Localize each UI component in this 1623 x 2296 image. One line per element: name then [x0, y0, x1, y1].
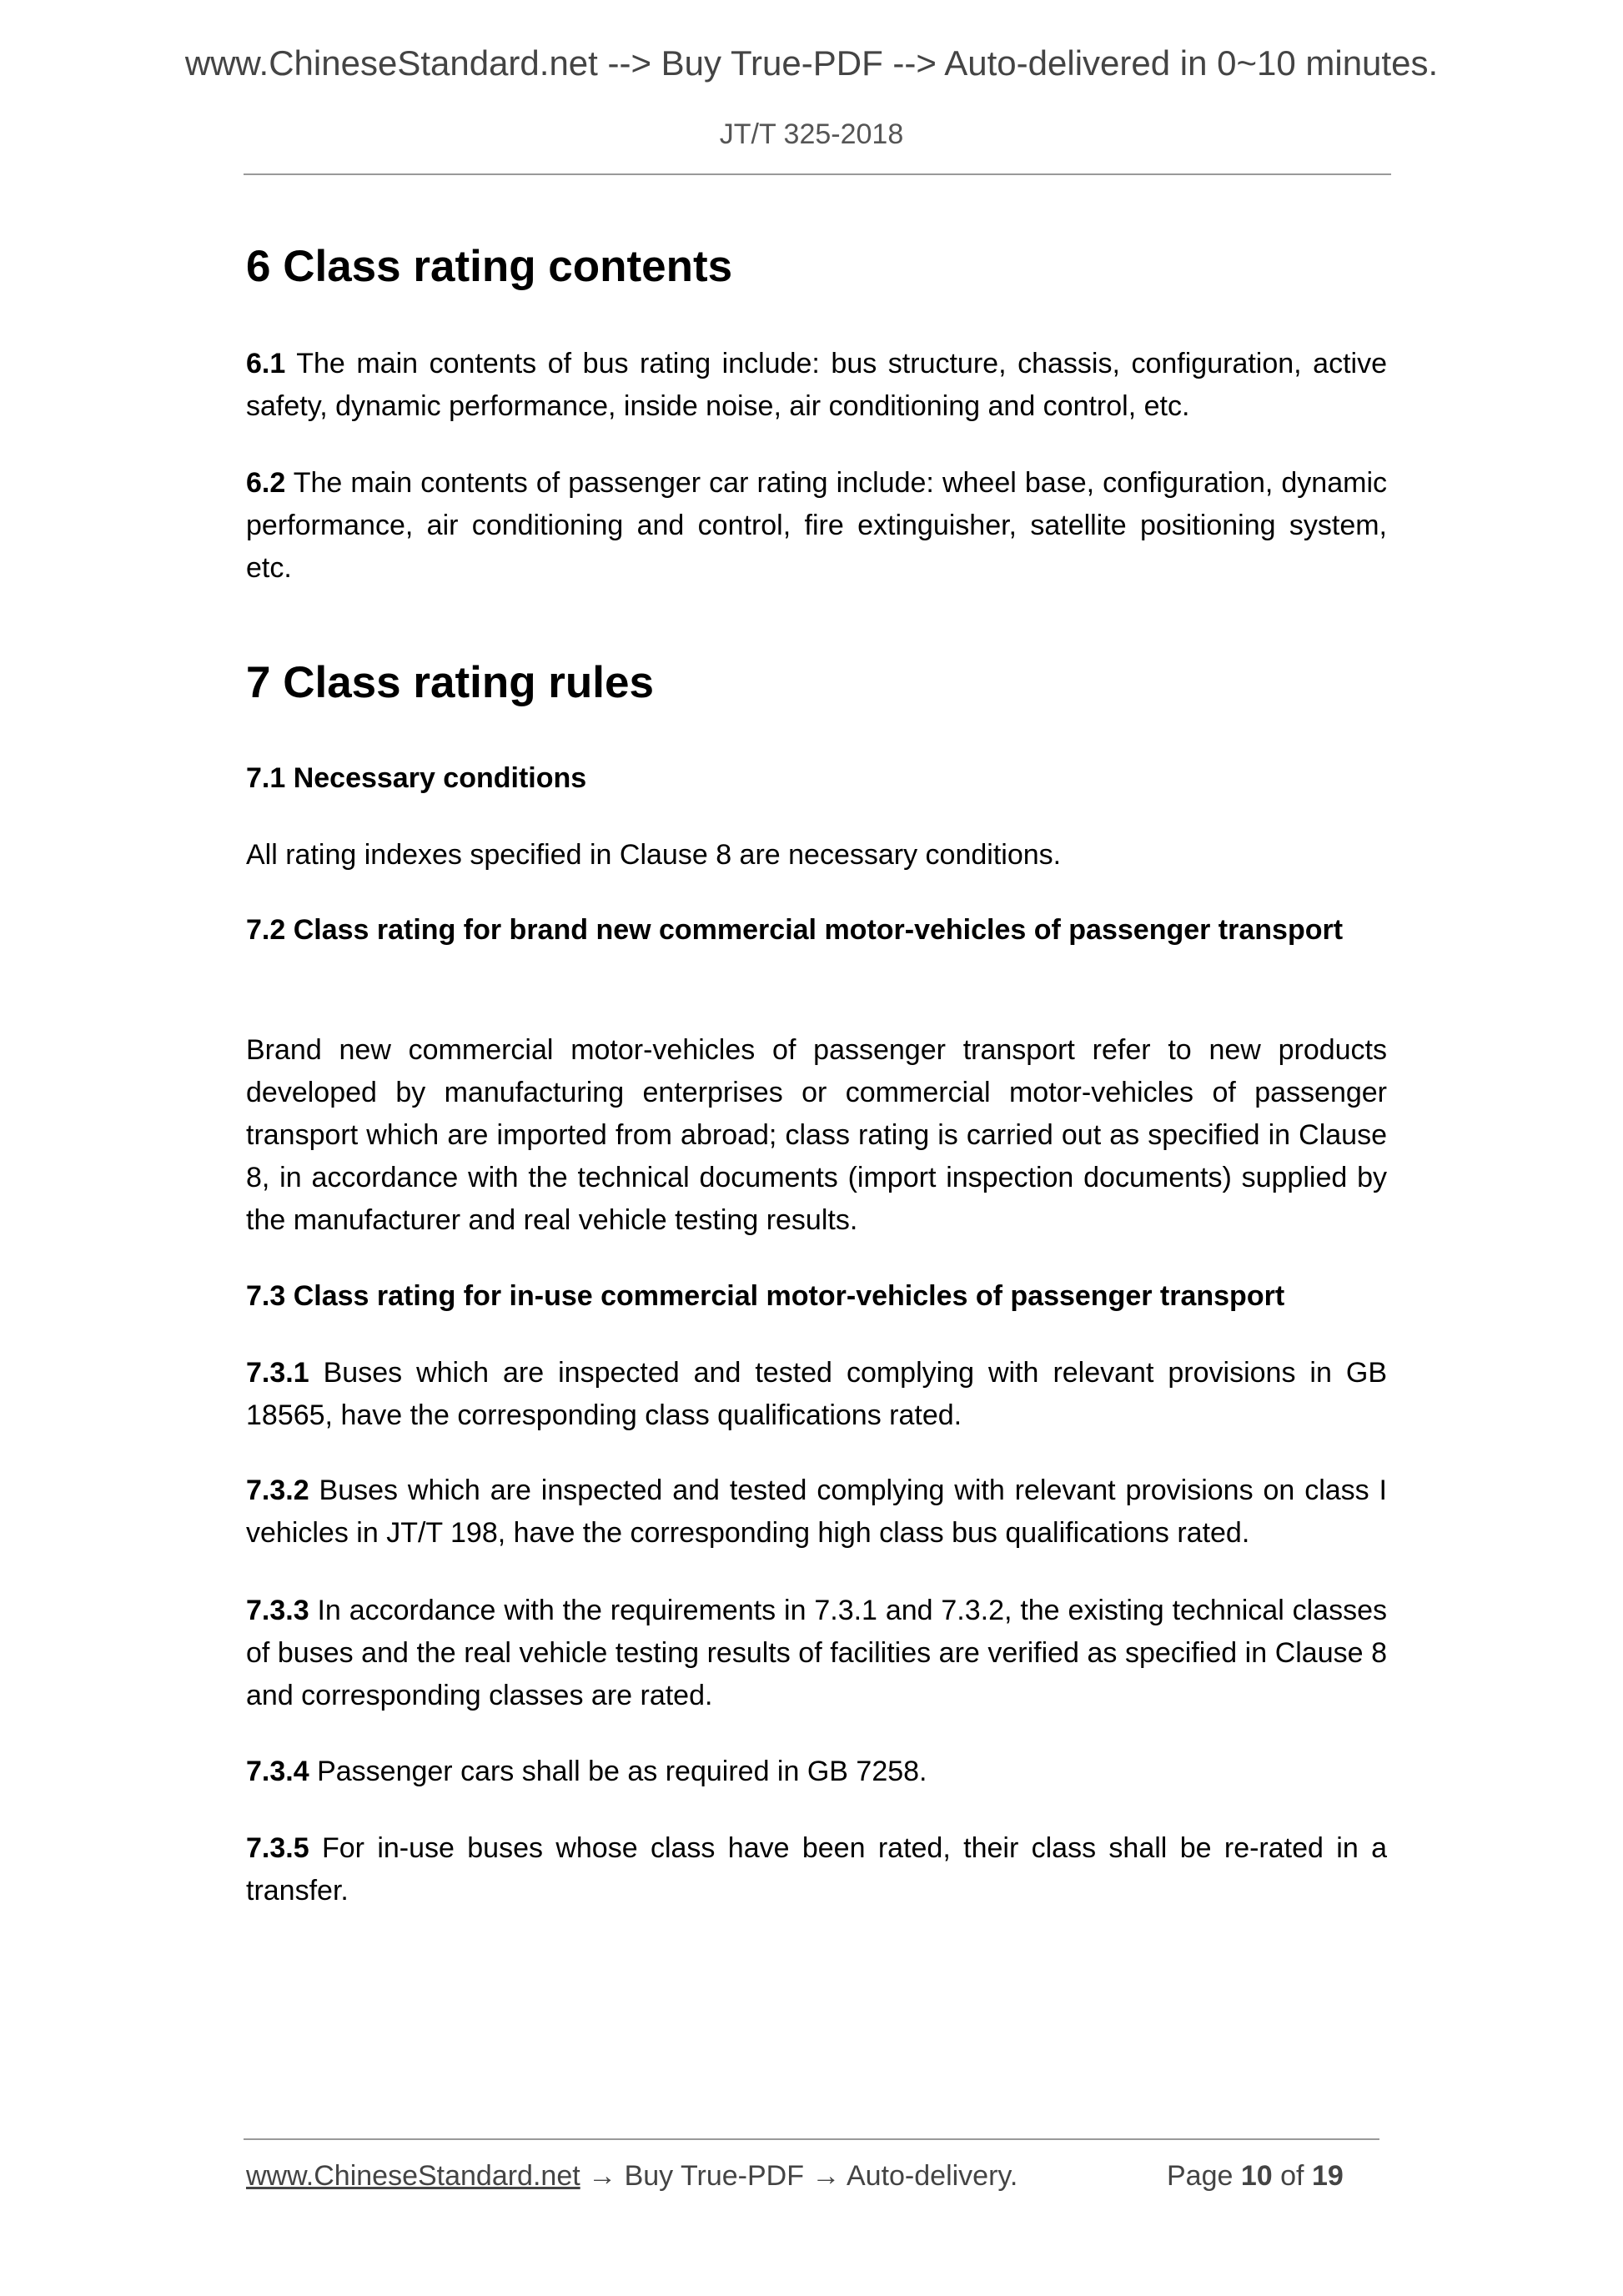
section-6-heading: 6 Class rating contents: [246, 242, 733, 291]
clause-text: For in-use buses whose class have been rated, their class shall be re-rated in a transfer.: [246, 1832, 1387, 1907]
clause-text: Passenger cars shall be as required in GB 7258.: [309, 1756, 927, 1787]
clause-text: The main contents of bus rating include: bus structure, chassis, configuration, active safety, dynamic performance, inside noise, air conditioning and control, etc.: [246, 348, 1387, 422]
footer-text: → Buy True-PDF → Auto-delivery.: [580, 2160, 1018, 2192]
clause-7-1-heading: 7.1 Necessary conditions: [246, 762, 587, 794]
clause-text: Buses which are inspected and tested complying with relevant provisions on class I vehicles in JT/T 198, have the corresponding high class bus qualifications rated.: [246, 1475, 1387, 1549]
clause-text: In accordance with the requirements in 7.3.1 and 7.3.2, the existing technical classes of buses and the real vehicle testing results of facilities are verified as specified in Clause 8 and corresponding classes are rated.: [246, 1595, 1387, 1711]
clause-text: Buses which are inspected and tested complying with relevant provisions in GB 18565, have the corresponding class qualifications rated.: [246, 1357, 1387, 1431]
clause-number: 7.3.5: [246, 1832, 309, 1864]
footer: [246, 2160, 1380, 2193]
clause-6-2: [246, 462, 1387, 590]
total-pages: 19: [1311, 2160, 1344, 2192]
clause-7-3-3: [246, 1590, 1387, 1717]
clause-number: 7.3.3: [246, 1595, 309, 1626]
clause-7-2-text: Brand new commercial motor-vehicles of passenger transport refer to new products developed by manufacturing enterprises or commercial motor-vehicles of passenger transport which are imported from abroad; class rating is carried out as specified in Clause 8, in accordance with the technical documents (import inspection documents) supplied by the manufacturer and real vehicle testing results.: [246, 1034, 1387, 1236]
clause-7-3-heading: 7.3 Class rating for in-use commercial motor-vehicles of passenger transport: [246, 1280, 1285, 1312]
clause-7-3-1: [246, 1352, 1387, 1437]
page-label: Page: [1167, 2160, 1234, 2192]
clause-7-3-4: [246, 1751, 1387, 1793]
header-divider: [244, 173, 1391, 175]
clause-number: 7.3.4: [246, 1756, 309, 1787]
clause-6-1: [246, 343, 1387, 428]
of-label: of: [1280, 2160, 1304, 2192]
page-number: [1167, 2160, 1344, 2193]
document-code: JT/T 325-2018: [719, 118, 904, 150]
clause-number: 7.3.2: [246, 1475, 309, 1506]
current-page: 10: [1240, 2160, 1273, 2192]
clause-number: 6.1: [246, 348, 286, 379]
footer-divider: [244, 2138, 1379, 2140]
clause-7-2-heading: 7.2 Class rating for brand new commercial motor-vehicles of passenger transport: [246, 914, 1344, 946]
section-7-heading: 7 Class rating rules: [246, 658, 654, 707]
clause-number: 7.3.1: [246, 1357, 309, 1389]
clause-7-1-text: All rating indexes specified in Clause 8 are necessary conditions.: [246, 839, 1062, 871]
top-banner: www.ChineseStandard.net --> Buy True-PDF --> Auto-delivered in 0~10 minutes.: [184, 43, 1439, 83]
clause-number: 6.2: [246, 467, 286, 499]
footer-link[interactable]: www.ChineseStandard.net: [246, 2160, 580, 2192]
clause-7-3-5: [246, 1827, 1387, 1912]
clause-7-3-2: [246, 1470, 1387, 1555]
clause-text: The main contents of passenger car rating include: wheel base, configuration, dynamic performance, air conditioning and control, fire extinguisher, satellite positioning system, etc.: [246, 467, 1387, 584]
